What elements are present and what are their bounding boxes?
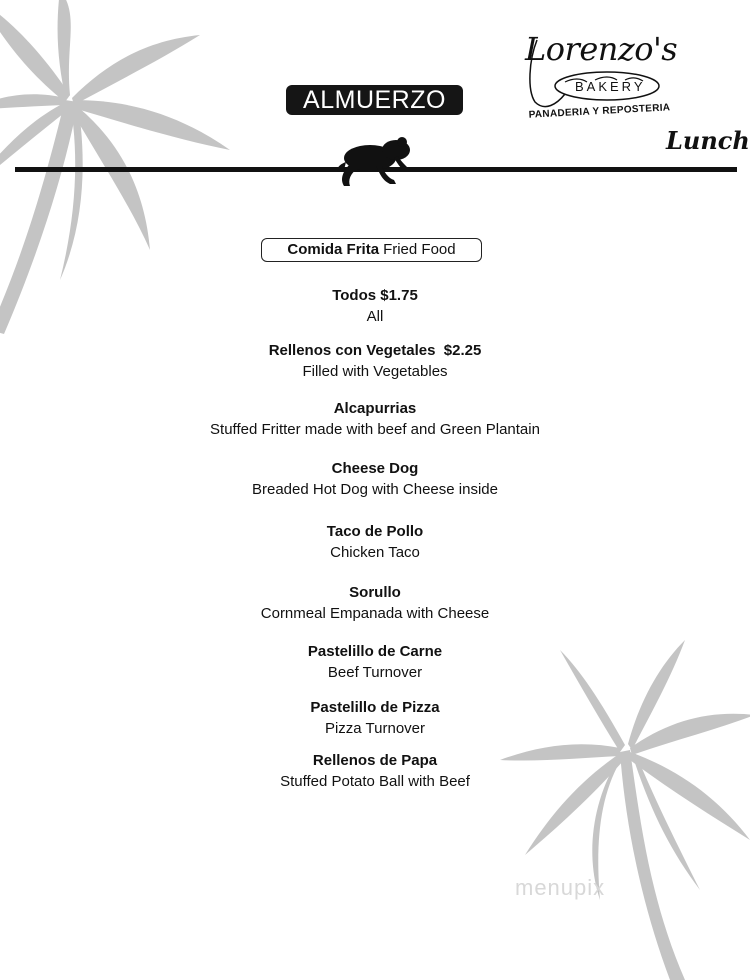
watermark: menupix: [515, 875, 606, 900]
menu-item-name: Pastelillo de Pizza: [310, 699, 440, 716]
section-subtitle: Fried Food: [383, 241, 456, 258]
palm-tree-right-illustration: [500, 640, 750, 980]
menu-item-description: Beef Turnover: [327, 664, 423, 681]
menu-item-name: Todos $1.75: [332, 287, 418, 304]
page-title: ALMUERZO: [286, 85, 463, 115]
menu-item-name: Taco de Pollo: [326, 523, 424, 540]
menu-item: [0, 459, 750, 500]
menu-item: [0, 341, 750, 382]
menu-item-description: Breaded Hot Dog with Cheese inside: [252, 481, 498, 498]
logo-subtitle: PANADERIA Y REPOSTERIA: [528, 102, 671, 121]
menu-item: [0, 583, 750, 624]
menu-item-description: Cornmeal Empanada with Cheese: [260, 605, 490, 622]
logo-script-text: Lorenzo's: [525, 30, 678, 68]
menu-item-description: Chicken Taco: [330, 544, 420, 561]
lunch-label: Lunch: [666, 126, 750, 155]
menu-item-name: Rellenos de Papa: [312, 752, 438, 769]
menu-item-description: Stuffed Potato Ball with Beef: [280, 773, 470, 790]
section-header-box: [261, 238, 482, 262]
coqui-frog-icon: [336, 128, 416, 190]
menu-item-name: Cheese Dog: [331, 460, 419, 477]
section-title: Comida Frita: [287, 241, 380, 258]
menu-item-name: Rellenos con Vegetales $2.25: [268, 342, 482, 359]
menu-item: [0, 522, 750, 563]
menu-item-name: Pastelillo de Carne: [307, 643, 443, 660]
menu-item-description: Stuffed Fritter made with beef and Green Plantain: [210, 421, 540, 438]
menu-item-description: All: [366, 308, 384, 325]
logo-bakery-text: BAKERY: [575, 79, 646, 94]
menu-item-name: Sorullo: [349, 584, 401, 601]
bakery-logo: [525, 30, 678, 125]
menu-item: [0, 698, 750, 739]
menu-item: [0, 751, 750, 792]
menu-item: [0, 399, 750, 440]
menu-item-description: Pizza Turnover: [324, 720, 426, 737]
menu-item: [0, 286, 750, 327]
menu-item: [0, 642, 750, 683]
menu-item-name: Alcapurrias: [333, 400, 417, 417]
menu-item-description: Filled with Vegetables: [302, 363, 448, 380]
